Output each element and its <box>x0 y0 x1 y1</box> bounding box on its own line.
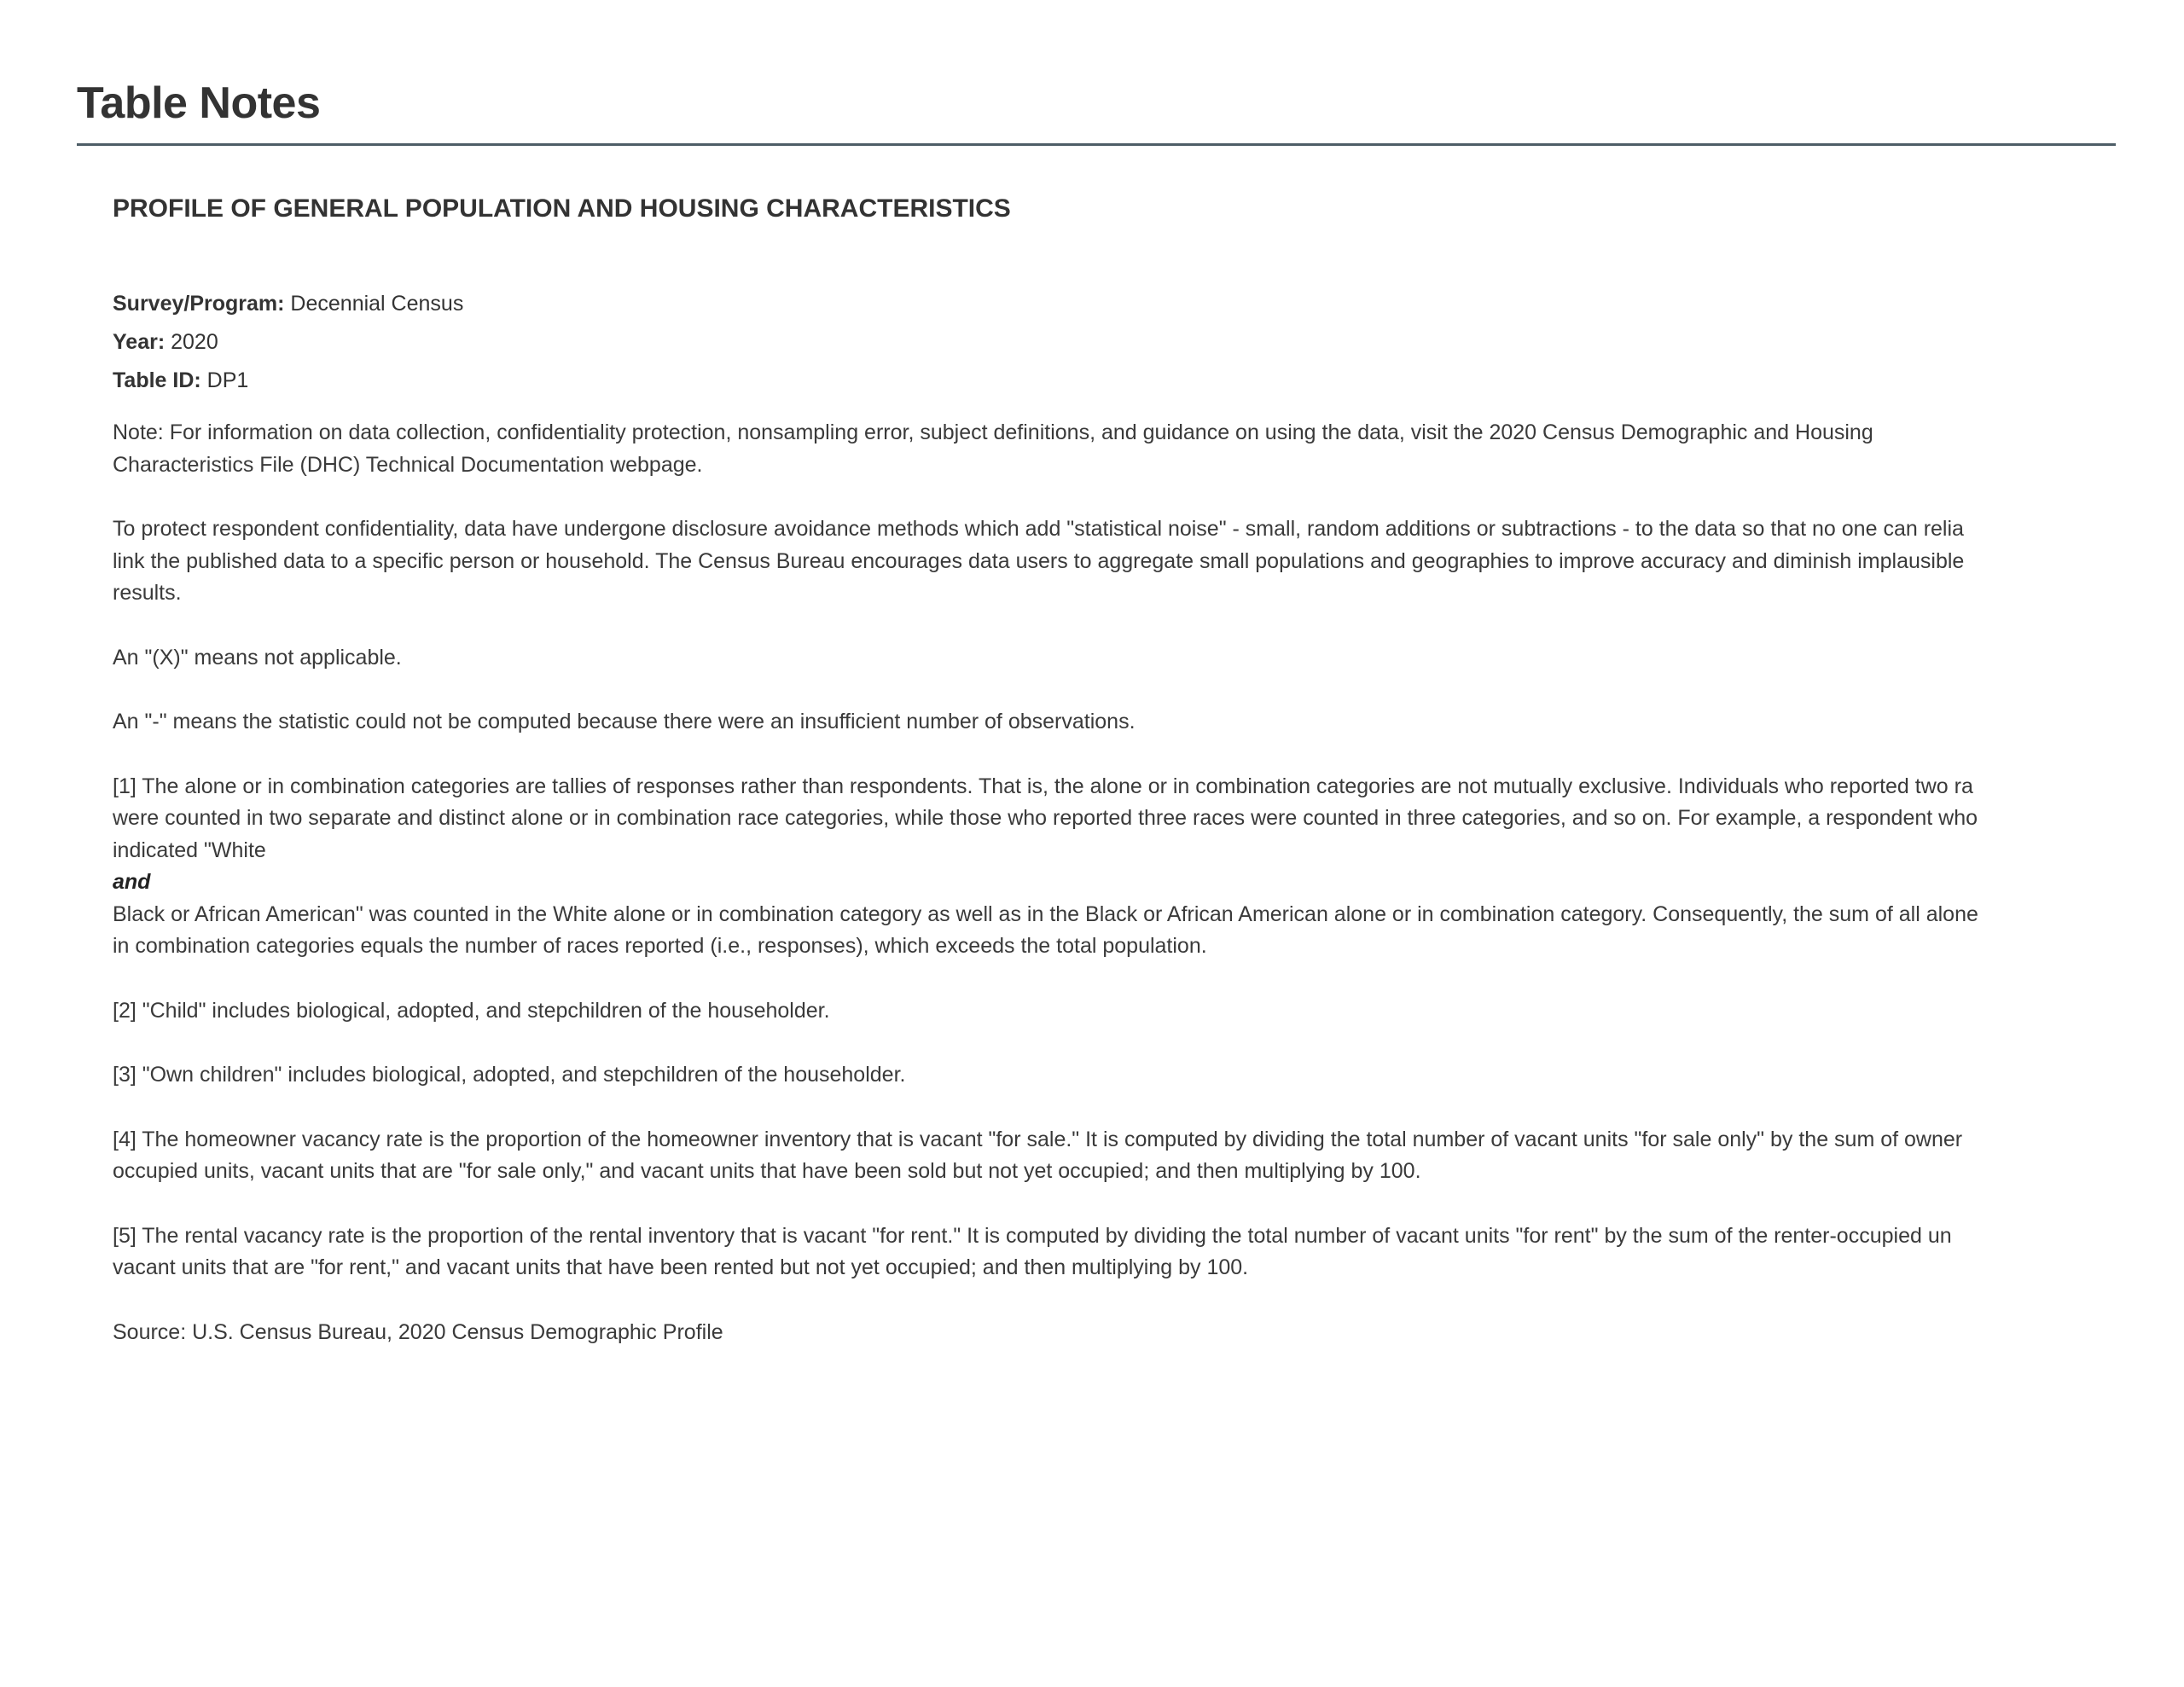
table-id-label: Table ID: <box>113 368 201 392</box>
survey-program-label: Survey/Program: <box>113 292 285 316</box>
general-note <box>113 417 2116 481</box>
confidentiality-note <box>113 513 2116 610</box>
footnote-5-line: vacant units that are "for rent," and vacant units that have been rented but not yet occupied; and then multiplying by 100. <box>113 1255 1249 1279</box>
year-value: 2020 <box>171 330 218 354</box>
footnote-3: [3] "Own children" includes biological, adopted, and stepchildren of the householder. <box>113 1063 906 1087</box>
not-computed-note: An "-" means the statistic could not be computed because there were an insufficient number of observations. <box>113 710 1136 733</box>
table-id-value: DP1 <box>206 368 249 392</box>
footnote-5 <box>113 1220 2116 1284</box>
footnote-1-line: Black or African American" was counted in the White alone or in combination category as well as in the Black or African American alone or in combination category. Consequently, the sum of all alone <box>113 901 1978 926</box>
confidentiality-note-line: link the published data to a specific person or household. The Census Bureau encourages data users to aggregate small populations and geographies to improve accuracy and diminish implausible <box>113 548 1965 573</box>
general-note-line: Note: For information on data collection, confidentiality protection, nonsampling error, subject definitions, and guidance on using the data, visit the 2020 Census Demographic and Housing <box>113 420 1873 444</box>
footnote-1-line: in combination categories equals the number of races reported (i.e., responses), which exceeds the total population. <box>113 934 1207 958</box>
footnote-1 <box>113 771 2116 963</box>
notes-content <box>113 189 2116 1381</box>
general-note-line: Characteristics File (DHC) Technical Documentation webpage. <box>113 452 703 477</box>
confidentiality-note-line: results. <box>113 581 182 605</box>
footnote-1-and: and <box>113 870 151 894</box>
table-id-line <box>113 362 2116 400</box>
not-applicable-note: An "(X)" means not applicable. <box>113 645 402 670</box>
footnote-2: [2] "Child" includes biological, adopted, and stepchildren of the householder. <box>113 998 830 1023</box>
footnote-4-line: occupied units, vacant units that are "for sale only," and vacant units that have been sold but not yet occupied; and then multiplying by 100. <box>113 1159 1421 1183</box>
footnote-1-line: indicated "White <box>113 838 266 862</box>
footnote-5-line: [5] The rental vacancy rate is the proportion of the rental inventory that is vacant "for rent." It is computed by dividing the total number of vacant units "for rent" by the sum of the renter-occupied un <box>113 1223 1952 1248</box>
notes-body <box>113 417 2116 1348</box>
footnote-1-line: were counted in two separate and distinct alone or in combination race categories, while those who reported three races were counted in three categories, and so on. For example, a respondent who <box>113 806 1978 830</box>
year-line <box>113 323 2116 362</box>
source-note: Source: U.S. Census Bureau, 2020 Census Demographic Profile <box>113 1319 723 1344</box>
page-title: Table Notes <box>77 78 321 128</box>
page-header <box>77 75 2116 146</box>
footnote-4-line: [4] The homeowner vacancy rate is the proportion of the homeowner inventory that is vacant "for sale." It is computed by dividing the total number of vacant units "for sale only" by the sum of owner <box>113 1127 1963 1151</box>
footnote-4 <box>113 1124 2116 1188</box>
survey-program-value: Decennial Census <box>290 292 464 316</box>
survey-program-line <box>113 285 2116 323</box>
table-metadata <box>113 285 2116 400</box>
year-label: Year: <box>113 330 166 354</box>
footnote-1-line: [1] The alone or in combination categories are tallies of responses rather than respondents. That is, the alone or in combination categories are not mutually exclusive. Individuals who reported two ra <box>113 774 1973 798</box>
table-title: PROFILE OF GENERAL POPULATION AND HOUSING CHARACTERISTICS <box>113 194 1011 223</box>
confidentiality-note-line: To protect respondent confidentiality, data have undergone disclosure avoidance methods which add "statistical noise" - small, random additions or subtractions - to the data so that no one can relia <box>113 517 1964 541</box>
